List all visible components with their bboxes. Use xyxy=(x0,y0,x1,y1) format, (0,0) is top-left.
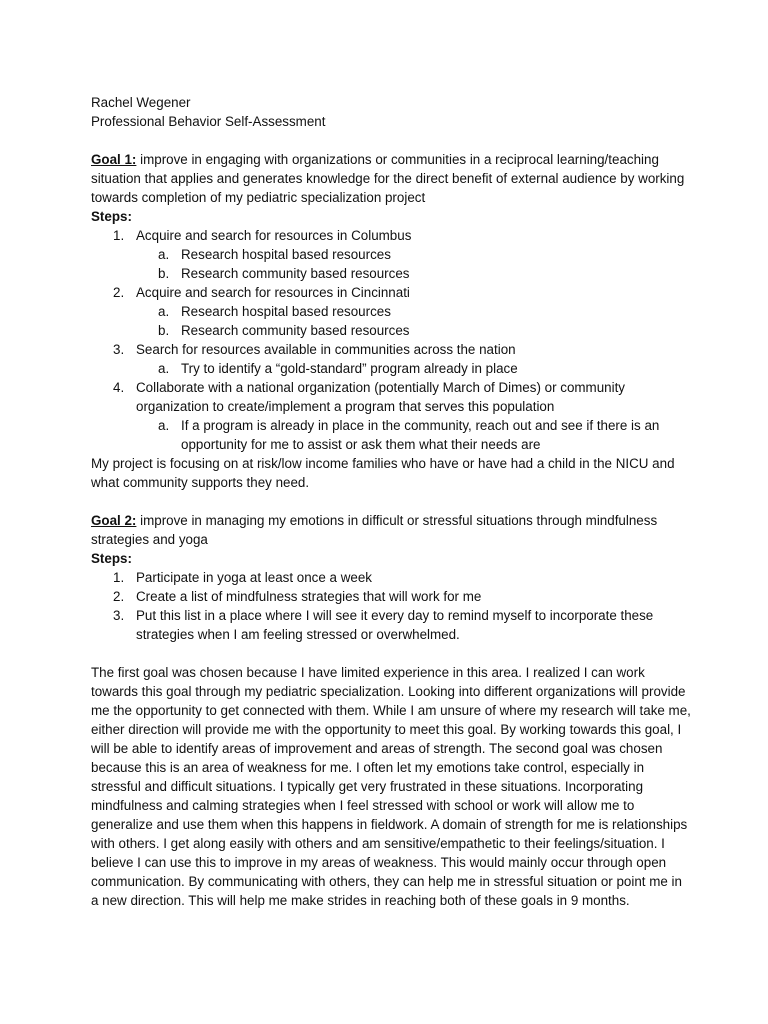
step-number: 3. xyxy=(113,608,125,623)
goal-1-substep xyxy=(91,416,691,454)
step-text: Collaborate with a national organization (potentially March of Dimes) or community organization to create/implement a program that serves this population xyxy=(136,380,625,414)
goal-1-substep xyxy=(91,245,691,264)
step-number: 3. xyxy=(113,342,125,357)
step-number: 2. xyxy=(113,285,125,300)
step-number: 1. xyxy=(113,570,125,585)
goal-1-substep xyxy=(91,302,691,321)
goal-1-step xyxy=(91,226,691,245)
substep-letter: a. xyxy=(158,361,170,376)
substep-letter: b. xyxy=(158,266,170,281)
spacer xyxy=(91,644,691,663)
step-text: Participate in yoga at least once a week xyxy=(136,570,372,585)
substep-text: Research community based resources xyxy=(181,323,410,338)
document-body xyxy=(91,93,691,910)
goal-1-label: Goal 1: xyxy=(91,152,137,167)
substep-letter: a. xyxy=(158,304,170,319)
step-text: Search for resources available in communities across the nation xyxy=(136,342,516,357)
step-text: Create a list of mindfulness strategies that will work for me xyxy=(136,589,482,604)
goal-2-steps-label: Steps: xyxy=(91,551,132,566)
substep-text: Research hospital based resources xyxy=(181,304,391,319)
step-number: 2. xyxy=(113,589,125,604)
spacer xyxy=(91,131,691,150)
substep-letter: a. xyxy=(158,247,170,262)
goal-1-step xyxy=(91,378,691,416)
goal-1-substep xyxy=(91,264,691,283)
substep-letter: a. xyxy=(158,418,170,433)
goal-1-statement xyxy=(91,150,691,207)
document-title: Professional Behavior Self-Assessment xyxy=(91,114,326,129)
goal-1-steps-list xyxy=(91,226,691,454)
substep-text: Try to identify a “gold-standard” program already in place xyxy=(181,361,518,376)
substep-text: If a program is already in place in the community, reach out and see if there is an opportunity for me to assist or ask them what their needs are xyxy=(181,418,660,452)
step-text: Acquire and search for resources in Cincinnati xyxy=(136,285,410,300)
substep-text: Research hospital based resources xyxy=(181,247,391,262)
step-number: 1. xyxy=(113,228,125,243)
goal-1-step xyxy=(91,283,691,302)
project-note: My project is focusing on at risk/low income families who have or have had a child in the NICU and what community supports they need. xyxy=(91,456,675,490)
goal-1-text: improve in engaging with organizations or communities in a reciprocal learning/teaching situation that applies and generates knowledge for the direct benefit of external audience by working towards completion of my pediatric specialization project xyxy=(91,152,685,205)
goal-2-text: improve in managing my emotions in difficult or stressful situations through mindfulness strategies and yoga xyxy=(91,513,658,547)
goal-2-statement xyxy=(91,511,691,549)
goal-1-substep xyxy=(91,359,691,378)
goal-1-step xyxy=(91,340,691,359)
goal-2-label: Goal 2: xyxy=(91,513,137,528)
goal-2-step xyxy=(91,568,691,587)
goal-2-steps-list xyxy=(91,568,691,644)
goal-2-step xyxy=(91,606,691,644)
goal-1-substep xyxy=(91,321,691,340)
goal-2-step xyxy=(91,587,691,606)
step-text: Acquire and search for resources in Columbus xyxy=(136,228,412,243)
substep-text: Research community based resources xyxy=(181,266,410,281)
spacer xyxy=(91,492,691,511)
reflection-paragraph: The first goal was chosen because I have limited experience in this area. I realized I can work towards this goal through my pediatric specialization. Looking into different organizations will provide me the opportunity to get connected with them. While I am unsure of where my research will take me, either direction will provide me with the opportunity to meet this goal. By working towards this goal, I will be able to identify areas of improvement and areas of strength. The second goal was chosen because this is an area of weakness for me. I often let my emotions take control, especially in stressful and difficult situations. I typically get very frustrated in these situations. Incorporating mindfulness and calming strategies when I feel stressed with school or work will allow me to generalize and use them when this happens in fieldwork. A domain of strength for me is relationships with others. I get along easily with others and am sensitive/empathetic to their feelings/situation. I believe I can use this to improve in my areas of weakness. This would mainly occur through open communication. By communicating with others, they can help me in stressful situation or point me in a new direction. This will help me make strides in reaching both of these goals in 9 months. xyxy=(91,665,691,908)
substep-letter: b. xyxy=(158,323,170,338)
step-text: Put this list in a place where I will see it every day to remind myself to incorporate these strategies when I am feeling stressed or overwhelmed. xyxy=(136,608,654,642)
step-number: 4. xyxy=(113,380,125,395)
goal-1-steps-label: Steps: xyxy=(91,209,132,224)
author-name: Rachel Wegener xyxy=(91,95,191,110)
